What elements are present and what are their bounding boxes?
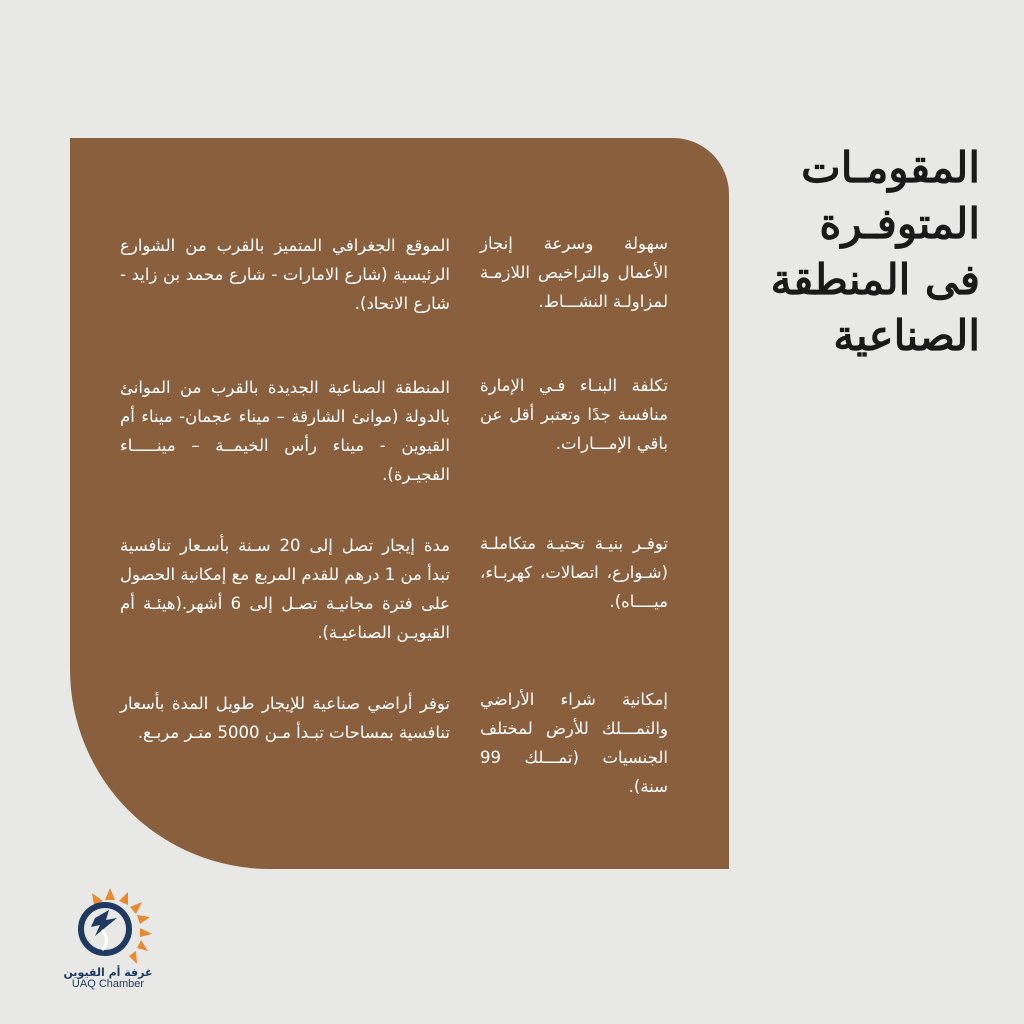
title-line-3: فى المنطقة: [770, 254, 980, 304]
title-line-4: الصناعية: [833, 310, 980, 360]
feature-right-1: سهولة وسرعة إنجاز الأعمال والتراخيص اللازمـة لمزاولـة النشـــاط.: [480, 234, 668, 311]
feature-left-3: مدة إيجار تصل إلى 20 سـنة بأسـعار تنافسية تبدأ من 1 درهم للقدم المربع مع إمكانية الحصول على فترة مجانيـة تصـل إلى 6 أشهر.(هيئـة أم القيويـن الصناعيـة).: [120, 536, 451, 642]
feature-left-4: توفر أراضي صناعية للإيجار طويل المدة بأسعار تنافسية بمساحات تبـدأ مـن 5000 متـر مربـع.: [120, 694, 450, 742]
feature-right-3: توفـر بنيـة تحتيـة متكاملـة (شـوارع، اتصالات، كهربـاء، ميــــاه).: [480, 534, 668, 611]
page-title: [748, 140, 980, 363]
logo-arabic-text: غرفة أم القيوين: [63, 966, 153, 979]
title-line-1: المقومـات: [801, 143, 980, 192]
logo-english-text: UAQ Chamber: [71, 978, 145, 990]
title-line-2: المتوفـرة: [819, 198, 980, 248]
feature-left-2: المنطقة الصناعية الجديدة بالقرب من الموانئ بالدولة (موانئ الشارقة – ميناء عجمان- ميناء أم القيوين - ميناء رأس الخيمــة – مينـــــاء الفجيـرة).: [120, 378, 450, 484]
feature-left-1: الموقع الجغرافي المتميز بالقرب من الشوارع الرئيسية (شارع الامارات - شارع محمد بن زايد - شارع الاتحاد).: [120, 236, 450, 313]
feature-right-2: تكلفة البنـاء فـي الإمارة منافسة جدًا وتعتبر أقل عن باقي الإمـــارات.: [480, 376, 668, 453]
feature-right-4: إمكانية شراء الأراضي والتمـــلك للأرض لمختلف الجنسيات (تمـــلك 99 سنة).: [480, 690, 668, 796]
